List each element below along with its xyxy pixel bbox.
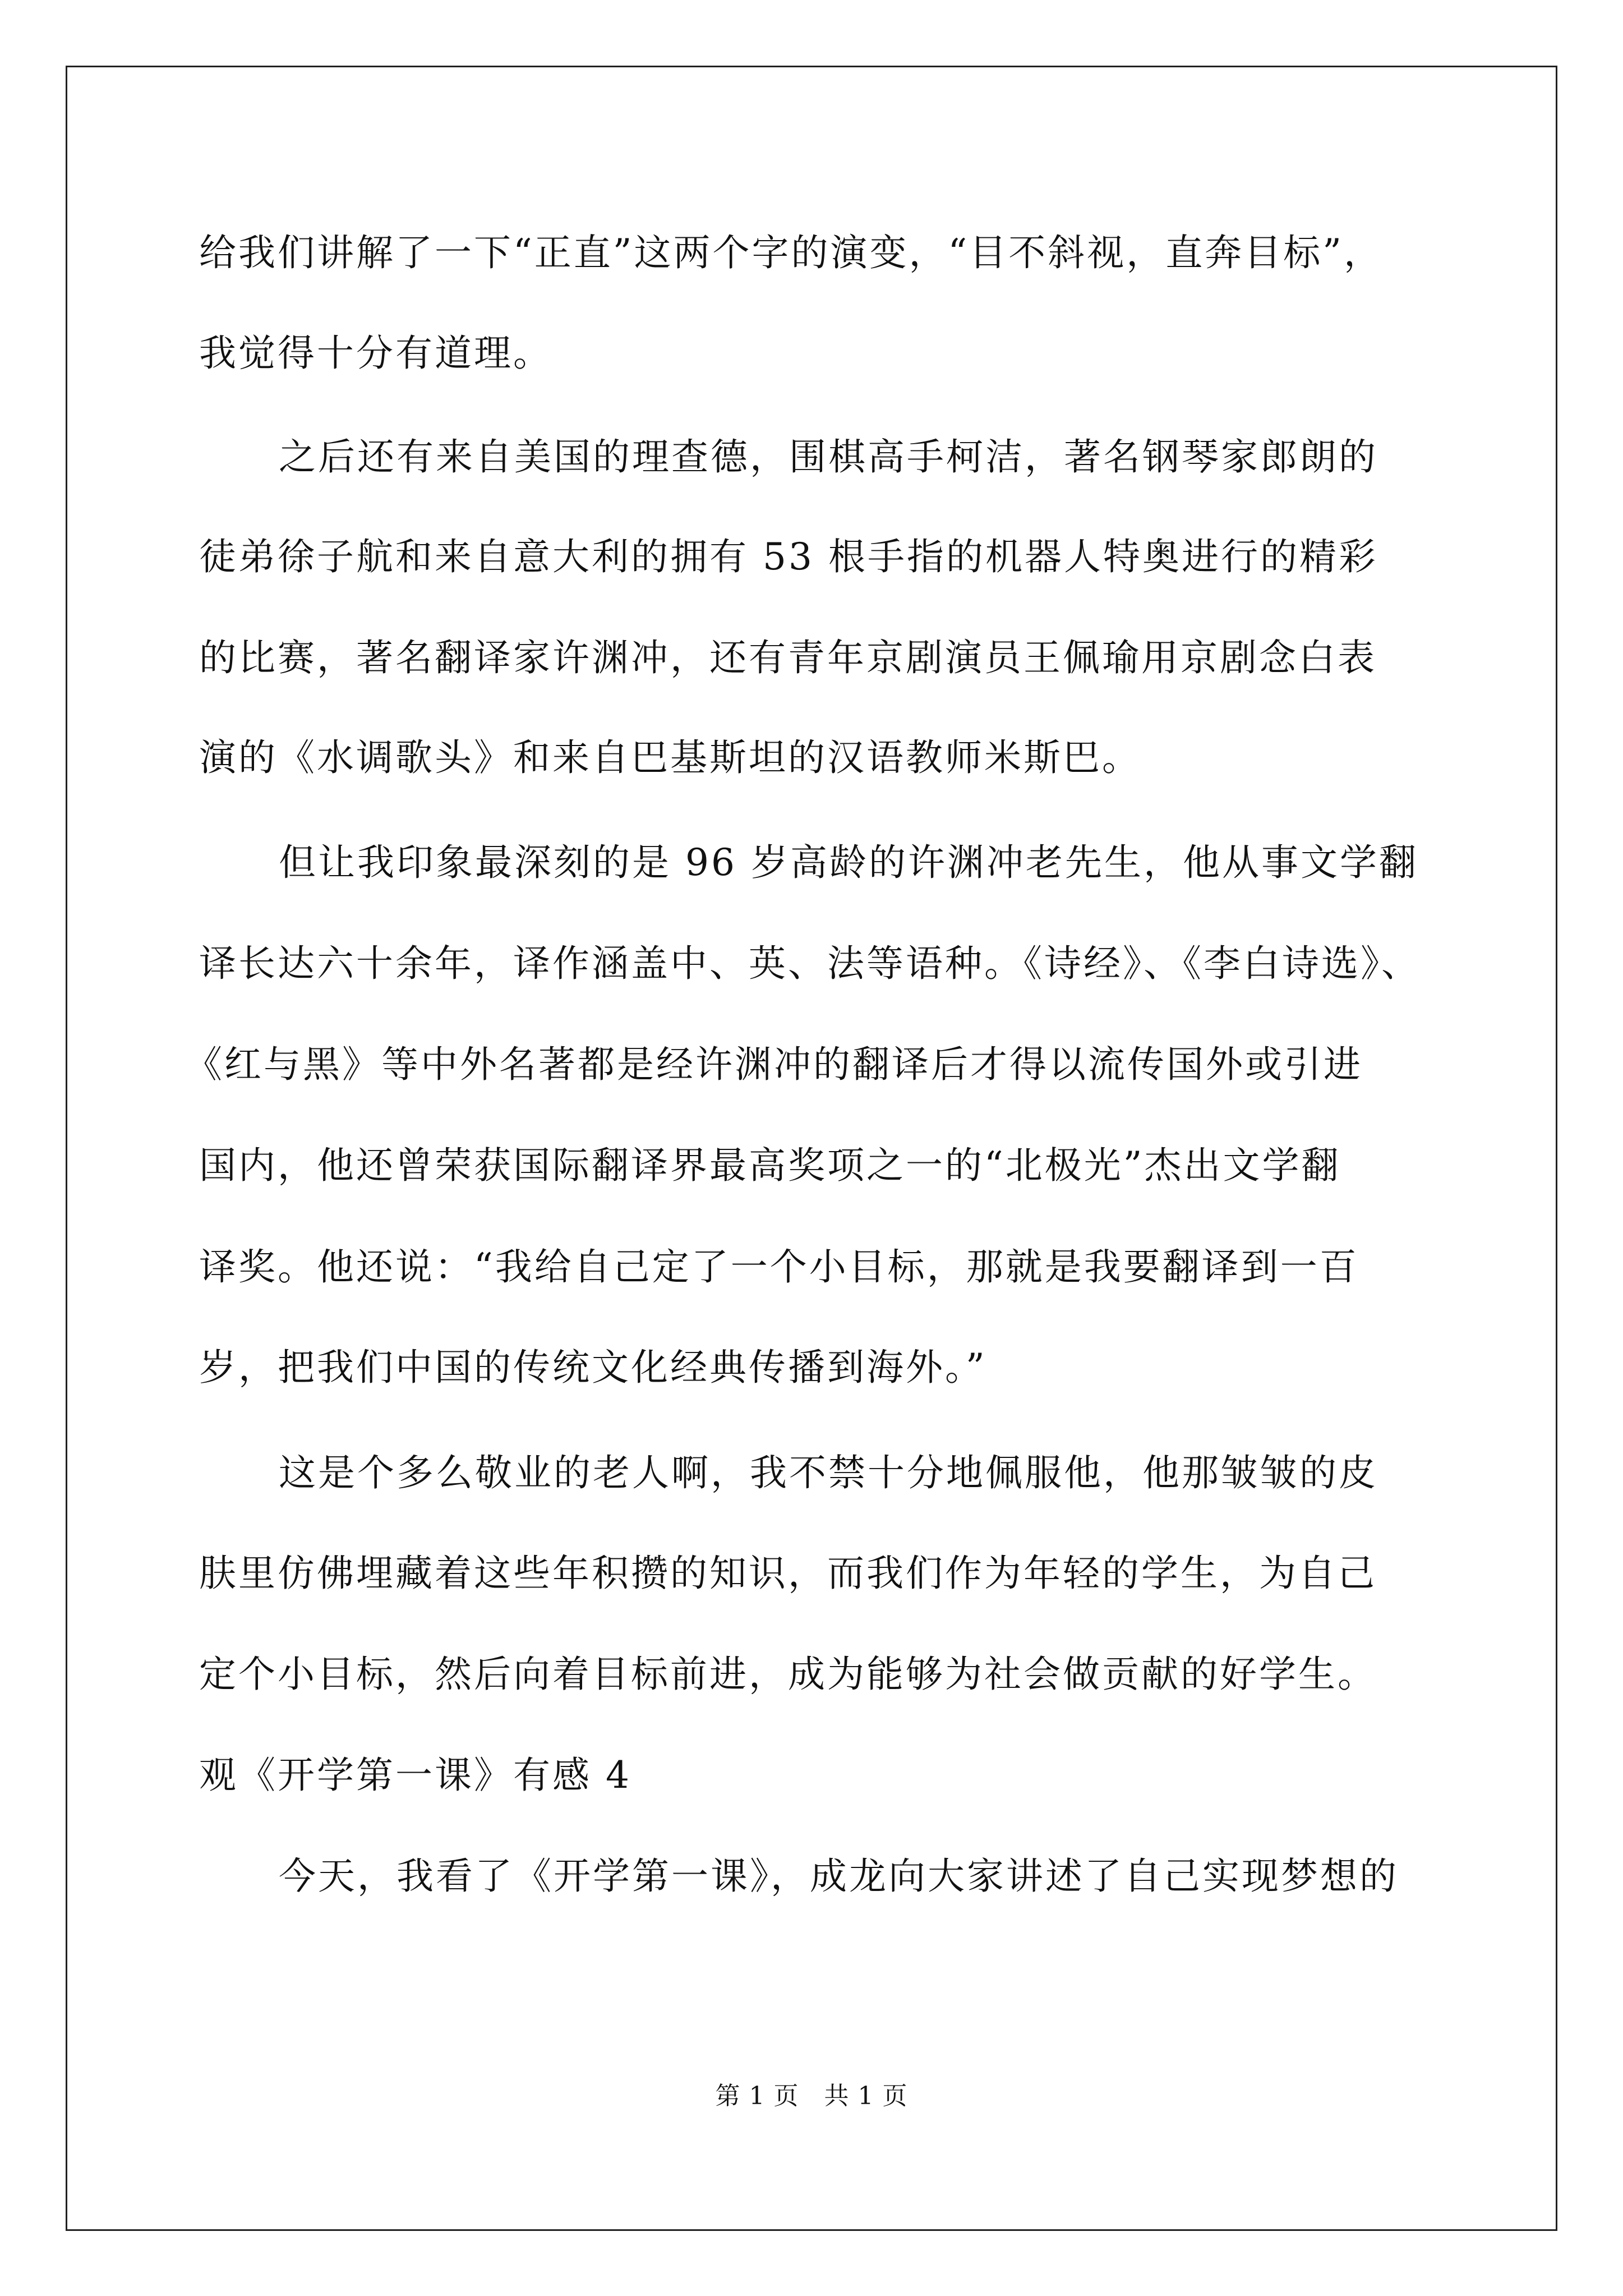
paragraph-1-line-2: 我觉得十分有道理。: [199, 332, 552, 375]
paragraph-3-line-4: 国内，他还曾荣获国际翻译界最高奖项之一的“北极光”杰出文学翻: [199, 1144, 1341, 1187]
paragraph-2-line-3: 的比赛，著名翻译家许渊冲，还有青年京剧演员王佩瑜用京剧念白表: [199, 636, 1377, 679]
page-number-footer: 第 1 页 共 1 页: [715, 2082, 908, 2110]
paragraph-3-line-1: 但让我印象最深刻的是 96 岁高龄的许渊冲老先生，他从事文学翻: [279, 841, 1418, 884]
paragraph-5-line-1: 今天，我看了《开学第一课》，成龙向大家讲述了自己实现梦想的: [279, 1855, 1399, 1898]
paragraph-2-line-4: 演的《水调歌头》和来自巴基斯坦的汉语教师米斯巴。: [199, 736, 1141, 779]
paragraph-3-line-6: 岁，把我们中国的传统文化经典传播到海外。”: [199, 1346, 987, 1389]
paragraph-3-line-5: 译奖。他还说：“我给自己定了一个小目标，那就是我要翻译到一百: [199, 1245, 1359, 1289]
paragraph-2-line-2: 徒弟徐子航和来自意大利的拥有 53 根手指的机器人特奥进行的精彩: [199, 535, 1378, 578]
paragraph-2-line-1: 之后还有来自美国的理查德，围棋高手柯洁，著名钢琴家郎朗的: [279, 435, 1378, 478]
paragraph-4-line-3: 定个小目标，然后向着目标前进，成为能够为社会做贡献的好学生。: [199, 1653, 1377, 1696]
paragraph-3-line-2: 译长达六十余年，译作涵盖中、英、法等语种。《诗经》、《李白诗选》、: [199, 942, 1421, 985]
paragraph-4-line-1: 这是个多么敬业的老人啊，我不禁十分地佩服他，他那皱皱的皮: [279, 1451, 1378, 1494]
paragraph-3-line-3: 《红与黑》等中外名著都是经许渊冲的翻译后才得以流传国外或引进: [185, 1043, 1363, 1086]
paragraph-4-line-2: 肤里仿佛埋藏着这些年积攒的知识，而我们作为年轻的学生，为自己: [199, 1552, 1377, 1595]
section-title: 观《开学第一课》有感 4: [199, 1754, 631, 1797]
paragraph-1-line-1: 给我们讲解了一下“正直”这两个字的演变，“目不斜视，直奔目标”，: [199, 231, 1383, 274]
